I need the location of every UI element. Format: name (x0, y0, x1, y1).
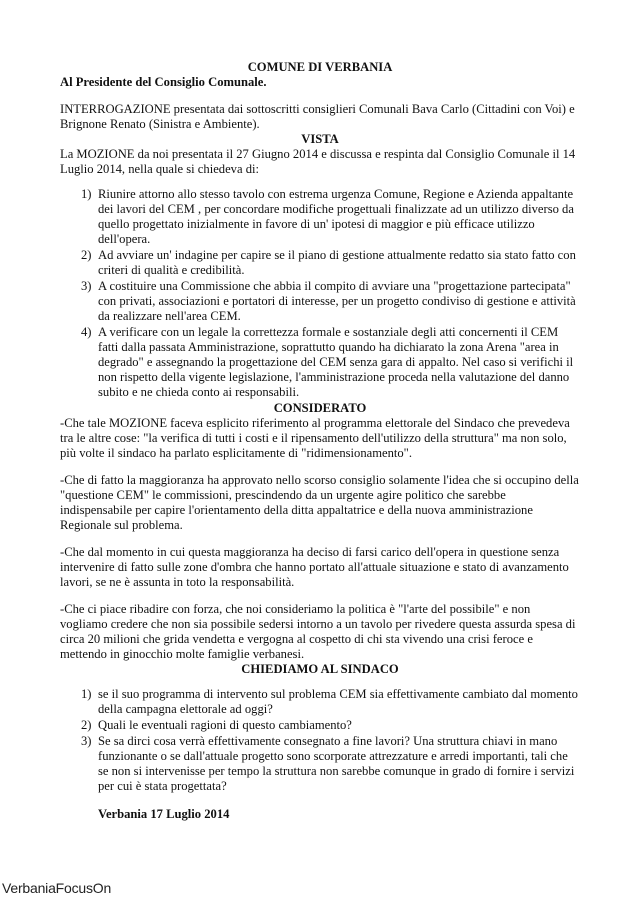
considerato-paragraph: -Che dal momento in cui questa maggioranza ha deciso di farsi carico dell'opera in questione senza intervenire di fatto sulle zone d'ombra che hanno portato all'attuale situazione e stato di avanzamento lavori, se ne è assunta in toto la responsabilità. (60, 545, 569, 589)
list-item (60, 248, 580, 278)
list-item-number: 1) (81, 687, 92, 701)
list-item (60, 687, 580, 717)
addressee-line: Al Presidente del Consiglio Comunale. (60, 75, 267, 89)
list-item (60, 718, 580, 733)
list-item (60, 279, 580, 324)
list-item-number: 3) (81, 734, 92, 748)
section-heading-considerato: CONSIDERATO (273, 401, 367, 415)
list-item-number: 1) (81, 187, 92, 201)
list-item-number: 2) (81, 718, 92, 732)
list-item-number: 3) (81, 279, 92, 293)
section-heading-chiediamo: CHIEDIAMO AL SINDACO (241, 662, 399, 676)
list-item-text: se il suo programma di intervento sul problema CEM sia effettivamente cambiato dal momento della campagna elettorale ad oggi? (98, 687, 578, 716)
watermark-logo: VerbaniaFocusOn (2, 880, 112, 896)
list-item-number: 2) (81, 248, 92, 262)
considerato-paragraph: -Che di fatto la maggioranza ha approvato nello scorso consiglio solamente l'idea che si occupino della "questione CEM" le commissioni, prescindendo da un urgente agire politico che sarebbe indispensabile per capire l'orientamento della ditta appaltatrice e della nuova amministrazione Regionale sul problema. (60, 473, 579, 532)
vista-paragraph: La MOZIONE da noi presentata il 27 Giugno 2014 e discussa e respinta dal Consiglio Comunale il 14 Luglio 2014, nella quale si chiedeva di: (60, 147, 576, 176)
considerato-paragraph: -Che tale MOZIONE faceva esplicito riferimento al programma elettorale del Sindaco che prevedeva tra le altre cose: "la verifica di tutti i costi e il ripensamento dell'utilizzo della struttura" ma non solo, più volte il sindaco ha parlato esplicitamente di "ridimensionamento". (60, 416, 570, 460)
intro-paragraph: INTERROGAZIONE presentata dai sottoscritti consiglieri Comunali Bava Carlo (Cittadini con Voi) e Brignone Renato (Sinistra e Ambiente). (60, 102, 575, 131)
list-item-text: Riunire attorno allo stesso tavolo con estrema urgenza Comune, Regione e Azienda appaltante dei lavori del CEM , per concordare modifiche progettuali finalizzate ad un utilizzo diverso da quello progettato inizialmente in favore di un' ipotesi di maggior e più efficace utilizzo dell'opera. (98, 187, 574, 246)
document-page (60, 60, 580, 822)
section-heading-vista: VISTA (301, 132, 339, 146)
list-item-text: A costituire una Commissione che abbia il compito di avviare una "progettazione partecipata" con privati, associazioni e portatori di interesse, per un progetto condiviso di gestione e attività da realizzare nell'area CEM. (98, 279, 576, 323)
vista-list (60, 187, 580, 400)
list-item (60, 325, 580, 400)
list-item-number: 4) (81, 325, 92, 339)
list-item-text: A verificare con un legale la correttezza formale e sostanziale degli atti concernenti il CEM fatti dalla passata Amministrazione, soprattutto quando ha dichiarato la zona Arena "area in degrado" e assegnando la progettazione del CEM senza gara di appalto. Nel caso si verifichi il non rispetto della vigente legislazione, l'amministrazione proceda nella valutazione del danno subito e ne chieda conto ai responsabili. (98, 325, 574, 399)
list-item-text: Ad avviare un' indagine per capire se il piano di gestione attualmente redatto sia stato fatto con criteri di qualità e credibilità. (98, 248, 576, 277)
list-item-text: Se sa dirci cosa verrà effettivamente consegnato a fine lavori? Una struttura chiavi in mano funzionante o se dall'attuale progetto sono scorporate attrezzature e arredi importanti, tali che se non si intervenisse per tempo la struttura non sarebbe comunque in grado di fornire i servizi per cui è stata progettata? (98, 734, 575, 793)
list-item (60, 734, 580, 794)
municipality-title: COMUNE DI VERBANIA (247, 60, 393, 74)
signature-date: Verbania 17 Luglio 2014 (98, 807, 230, 821)
chiediamo-list (60, 687, 580, 794)
list-item (60, 187, 580, 247)
considerato-paragraph: -Che ci piace ribadire con forza, che noi consideriamo la politica è "l'arte del possibile" e non vogliamo credere che non sia possibile sedersi intorno a un tavolo per rivedere questa assurda spesa di circa 20 milioni che grida vendetta e vergogna al cospetto di chi sta vivendo una crisi feroce e mettendo in ginocchio molte famiglie verbanesi. (60, 602, 576, 661)
list-item-text: Quali le eventuali ragioni di questo cambiamento? (98, 718, 352, 732)
